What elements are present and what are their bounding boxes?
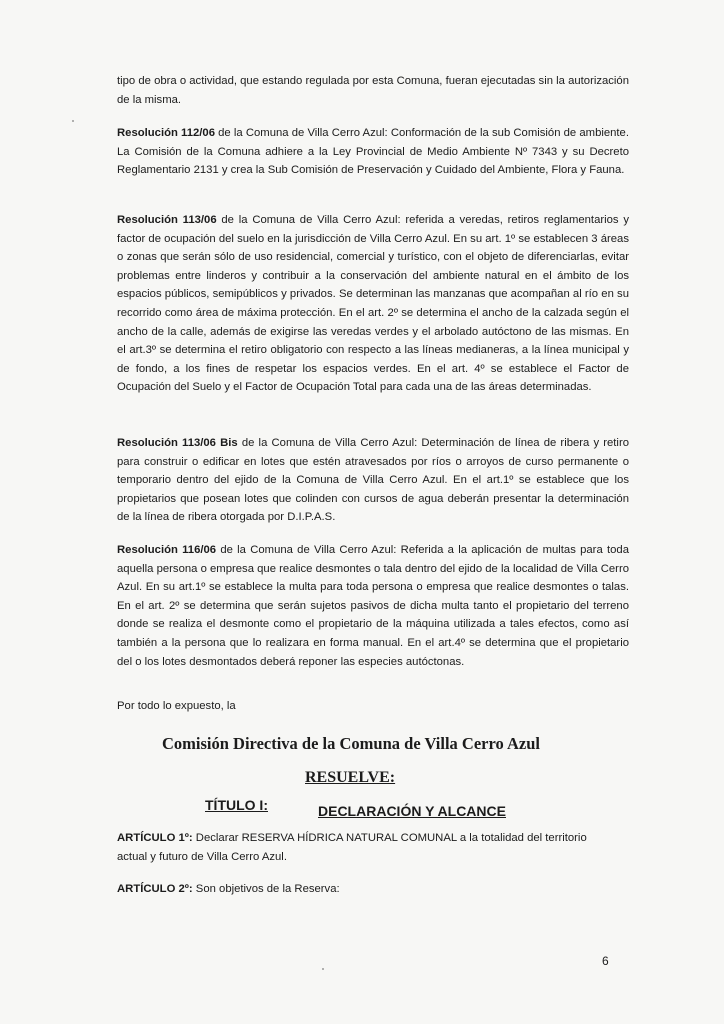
commission-title: Comisión Directiva de la Comuna de Villa Cerro Azul (162, 734, 540, 753)
resolution-label: Resolución 113/06 Bis (117, 437, 238, 449)
paragraph-resolution-113 (117, 211, 629, 397)
resolution-label: Resolución 113/06 (117, 214, 217, 226)
article-text: Declarar RESERVA HÍDRICA NATURAL COMUNAL a la totalidad del territorio actual y futuro de Villa Cerro Azul. (117, 832, 587, 863)
paragraph-text: de la Comuna de Villa Cerro Azul: Conformación de la sub Comisión de ambiente. La Comisión de la Comuna adhiere a la Ley Provincial de Medio Ambiente Nº 7343 y su Decreto Reglamentario 2131 y crea la Sub Comisión de Preservación y Cuidado del Ambiente, Flora y Fauna. (117, 127, 629, 177)
titulo-name: DECLARACIÓN Y ALCANCE (318, 803, 506, 819)
paragraph-text: tipo de obra o actividad, que estando regulada por esta Comuna, fueran ejecutadas sin la autorización de la misma. (117, 75, 629, 106)
titulo-label: TÍTULO I: (205, 797, 268, 813)
article-text: Son objetivos de la Reserva: (192, 883, 340, 895)
paragraph-intro-continuation (117, 72, 629, 109)
paragraph-resolution-113-bis (117, 434, 629, 527)
page-number: 6 (602, 954, 609, 968)
article-1 (117, 829, 617, 866)
paragraph-text: Por todo lo expuesto, la (117, 700, 236, 712)
article-2 (117, 880, 629, 899)
paragraph-closing (117, 697, 629, 716)
scan-speck (322, 968, 324, 970)
resuelve-heading: RESUELVE: (305, 769, 396, 786)
scan-speck (72, 120, 74, 122)
resolution-label: Resolución 112/06 (117, 127, 215, 139)
paragraph-text: de la Comuna de Villa Cerro Azul: Determinación de línea de ribera y retiro para construir o edificar en lotes que estén atravesados por ríos o arroyos de curso permanente o temporario dentro del ejido de la Comuna de Villa Cerro Azul. En el art.1º se establece que los propietarios que posean lotes que colinden con cursos de agua deberán presentar la determinación de la línea de ribera otorgada por D.I.P.A.S. (117, 437, 629, 524)
paragraph-text: de la Comuna de Villa Cerro Azul: referida a veredas, retiros reglamentarios y factor de ocupación del suelo en la jurisdicción de Villa Cerro Azul. En su art. 1º se establecen 3 áreas o zonas que serán sólo de uso residencial, comercial y turístico, con el objeto de diferenciarlas, evitar problemas entre linderos y contribuir a la conservación del ambiente natural en el ámbito de los espacios públicos, semipúblicos y privados. Se determinan las manzanas que acompañan al río en su recorrido como área de máxima protección. En el art. 2º se determina el ancho de la calzada según el ancho de la calle, además de exigirse las veredas verdes y el arbolado autóctono de las mismas. En el art.3º se determina el retiro obligatorio con respecto a las líneas medianeras, a la línea municipal y de fondo, a los fines de respetar los espacios verdes. En el art. 4º se establece el Factor de Ocupación del Suelo y el Factor de Ocupación Total para cada una de las áreas determinadas. (117, 214, 629, 394)
resolution-label: Resolución 116/06 (117, 544, 217, 556)
article-label: ARTÍCULO 2º: (117, 883, 193, 895)
paragraph-text: de la Comuna de Villa Cerro Azul: Referida a la aplicación de multas para toda aquella persona o empresa que realice desmontes o tala dentro del ejido de la localidad de Villa Cerro Azul. En su art.1º se establece la multa para toda persona o empresa que realice desmontes o talas. En el art. 2º se determina que serán sujetos pasivos de dicha multa tanto el propietario del terreno donde se realiza el desmonte como el propietario de la máquina utilizada a tales efectos, como así también a la persona que lo realizara en forma manual. En el art.4º se determina que el propietario del o los lotes desmontados deberá reponer las especies autóctonas. (117, 544, 629, 668)
paragraph-resolution-116 (117, 541, 629, 671)
article-label: ARTÍCULO 1º: (117, 832, 193, 844)
paragraph-resolution-112 (117, 124, 629, 180)
